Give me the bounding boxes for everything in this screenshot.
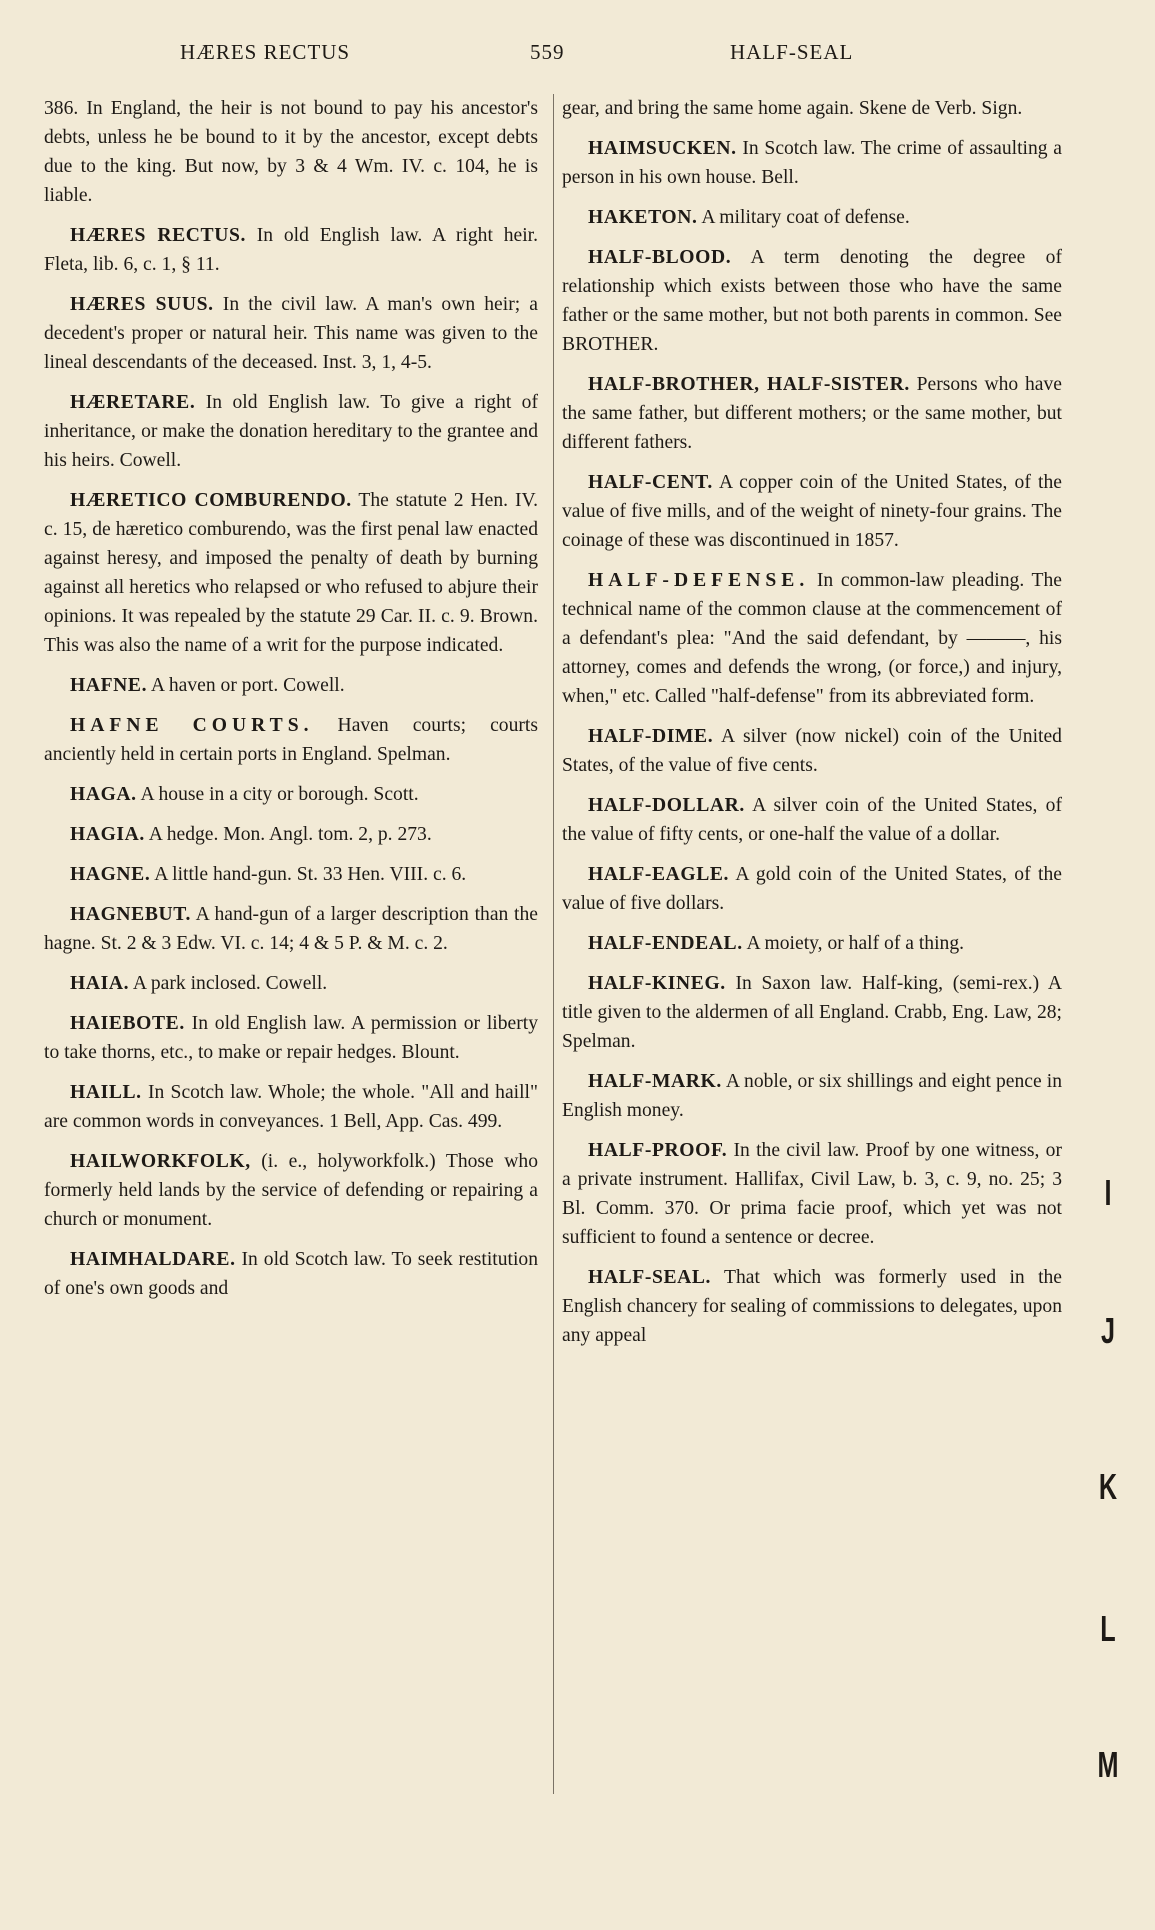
thumb-tab-j: J [1100,1310,1116,1351]
entry-text: The statute 2 Hen. IV. c. 15, de hæretico comburendo, was the first penal law enacted against heresy, and imposed the penalty of death by burning against all heretics who relapsed or who refused to abjure their opinions. It was repealed by the statute 29 Car. II. c. 9. Brown. This was also the name of a writ for the purpose indicated. [44,490,538,656]
entry [562,134,1062,192]
entry [44,969,538,998]
entry-head: HALF-DOLLAR. [588,795,745,816]
entry-head: HAIMHALDARE. [70,1249,236,1270]
entry-text: A silver (now nickel) coin of the United States, of the value of five cents. [562,726,1062,776]
thumb-tab-m: M [1097,1744,1119,1785]
entry [44,860,538,889]
entry-text: A hand-gun of a larger description than the hagne. St. 2 & 3 Edw. VI. c. 14; 4 & 5 P. & M. c. 2. [44,904,538,954]
entry [44,820,538,849]
entry-text: In the civil law. A man's own heir; a decedent's proper or natural heir. This name was given to the lineal descendants of the deceased. Inst. 3, 1, 4-5. [44,294,538,373]
entry [44,900,538,958]
entry-text: A term denoting the degree of relationship which exists between those who have the same father or the same mother, but not both parents in common. See BROTHER. [562,247,1062,355]
entry [562,791,1062,849]
entry [44,290,538,377]
entry [562,243,1062,359]
right-column [562,94,1062,1890]
entry-head: HALF-MARK. [588,1071,722,1092]
entry [44,671,538,700]
entry-head: HAGA. [70,784,137,805]
entry-text: Haven courts; courts anciently held in certain ports in England. Spelman. [44,715,538,765]
entry-text: In old Scotch law. To seek restitution of one's own goods and [44,1249,538,1299]
entry [562,94,1062,123]
entry-head: HALF-CENT. [588,472,713,493]
thumb-tab-l: L [1100,1608,1116,1649]
thumb-tab-i: I [1104,1172,1112,1213]
entry-head: HALF-DEFENSE. [588,570,810,591]
entry-head: HALF-PROOF. [588,1140,728,1161]
header-right-guide-word: HALF-SEAL [730,40,854,64]
entry [44,94,538,210]
column-divider [553,94,554,1794]
entry-head: HALF-BLOOD. [588,247,732,268]
entry-text: A silver coin of the United States, of the value of fifty cents, or one-half the value of a dollar. [562,795,1062,845]
entry [44,1009,538,1067]
entry [562,203,1062,232]
entry [562,370,1062,457]
entry-text: A park inclosed. Cowell. [132,973,328,994]
entry-head: HAILL. [70,1082,142,1103]
entry-head: HAFNE COURTS. [70,715,314,736]
entry-text: A hedge. Mon. Angl. tom. 2, p. 273. [148,824,432,845]
entry-text: In old English law. A right heir. Fleta, lib. 6, c. 1, § 11. [44,225,538,275]
entry-text: A noble, or six shillings and eight pence in English money. [562,1071,1062,1121]
entry-head: HALF-ENDEAL. [588,933,743,954]
entry [562,860,1062,918]
entry-head: HALF-BROTHER, HALF-SISTER. [588,374,910,395]
entry [562,566,1062,711]
entry-head: HAIEBOTE. [70,1013,185,1034]
entry [44,1147,538,1234]
entry-head: HAGIA. [70,824,145,845]
entry-head: HAKETON. [588,207,698,228]
entry-text: In Scotch law. Whole; the whole. "All and haill" are common words in conveyances. 1 Bell, App. Cas. 499. [44,1082,538,1132]
entry-text: A military coat of defense. [701,207,910,228]
entry-text: A moiety, or half of a thing. [746,933,965,954]
entry-head: HÆRES SUUS. [70,294,214,315]
entry-text: A copper coin of the United States, of the value of five mills, and of the weight of ninety-four grains. The coinage of these was discontinued in 1857. [562,472,1062,551]
entry-text: In Saxon law. Half-king, (semi-rex.) A title given to the aldermen of all England. Crabb, Eng. Law, 28; Spelman. [562,973,1062,1052]
entry [562,1263,1062,1350]
entry [562,468,1062,555]
entry-text: In Scotch law. The crime of assaulting a person in his own house. Bell. [562,138,1062,188]
entry-head: HALF-KINEG. [588,973,726,994]
entry [562,929,1062,958]
entry-text: 386. In England, the heir is not bound to pay his ancestor's debts, unless he be bound to it by the ancestor, except debts due to the king. But now, by 3 & 4 Wm. IV. c. 104, he is liable. [44,98,538,206]
entry-head: HAIMSUCKEN. [588,138,737,159]
entry-text: A house in a city or borough. Scott. [140,784,419,805]
entry-text: A gold coin of the United States, of the value of five dollars. [562,864,1062,914]
entry-head: HAIA. [70,973,130,994]
entry-text: A haven or port. Cowell. [150,675,345,696]
entry [562,722,1062,780]
entry [44,711,538,769]
entry-head: HÆRES RECTUS. [70,225,246,246]
thumb-tab-k: K [1098,1466,1118,1507]
entry-head: HAGNEBUT. [70,904,191,925]
entry-text: In old English law. A permission or liberty to take thorns, etc., to make or repair hedges. Blount. [44,1013,538,1063]
entry [44,1078,538,1136]
entry [44,486,538,660]
entry-head: HAGNE. [70,864,151,885]
entry-head: HALF-EAGLE. [588,864,730,885]
entry-head: HAFNE. [70,675,148,696]
thumb-index [1088,0,1128,1930]
entry-head: HÆRETARE. [70,392,196,413]
page-number: 559 [530,40,565,64]
entry-text: In old English law. To give a right of inheritance, or make the donation hereditary to the grantee and his heirs. Cowell. [44,392,538,471]
running-head [44,40,1064,70]
entry-head: HALF-DIME. [588,726,714,747]
entry [562,1136,1062,1252]
entry [562,969,1062,1056]
left-column [44,94,538,1890]
entry-head: HALF-SEAL. [588,1267,712,1288]
entry-text: Persons who have the same father, but different mothers; or the same mother, but different fathers. [562,374,1062,453]
entry-head: HAILWORKFOLK, [70,1151,251,1172]
entry-text: That which was formerly used in the English chancery for sealing of commissions to delegates, upon any appeal [562,1267,1062,1346]
entry [44,780,538,809]
entry [44,1245,538,1303]
entry [44,221,538,279]
entry-text: A little hand-gun. St. 33 Hen. VIII. c. 6. [154,864,467,885]
entry-text: In common-law pleading. The technical name of the common clause at the commencement of a defendant's plea: "And the said defendant, by ———, his attorney, comes and defends the wrong, (or force,) and injury, when," etc. Called "half-defense" from its abbreviated form. [562,570,1062,707]
entry-head: HÆRETICO COMBURENDO. [70,490,352,511]
entry-text: gear, and bring the same home again. Skene de Verb. Sign. [562,98,1023,119]
entry-text: (i. e., holyworkfolk.) Those who formerly held lands by the service of defending or repairing a church or monument. [44,1151,538,1230]
entry-text: In the civil law. Proof by one witness, or a private instrument. Hallifax, Civil Law, b. 3, c. 9, no. 25; 3 Bl. Comm. 370. Or prima facie proof, which yet was not sufficient to found a sentence or decree. [562,1140,1062,1248]
entry [562,1067,1062,1125]
entry [44,388,538,475]
header-left-guide-word: HÆRES RECTUS [180,40,351,64]
